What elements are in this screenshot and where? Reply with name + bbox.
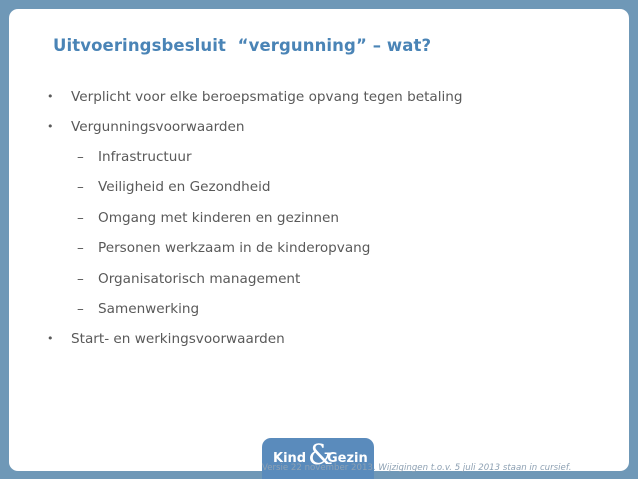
sub-bullet-text: Organisatorisch management <box>98 271 301 287</box>
sub-bullet-marker: – <box>77 210 84 226</box>
sub-bullet-item <box>77 148 192 166</box>
sub-bullet-marker: – <box>77 301 84 317</box>
footer-version: Versie 22 november 2013. <box>262 463 376 473</box>
sub-bullet-text: Omgang met kinderen en gezinnen <box>98 210 339 226</box>
sub-bullet-item <box>77 209 339 227</box>
sub-bullet-item <box>77 239 371 257</box>
bullet-text: Start- en werkingsvoorwaarden <box>71 331 285 347</box>
footer-changes-note: Wijzigingen t.o.v. 5 juli 2013 staan in cursief. <box>378 463 572 473</box>
bullet-marker: • <box>47 120 54 133</box>
bullet-item <box>47 330 285 348</box>
sub-bullet-marker: – <box>77 240 84 256</box>
bullet-item <box>47 118 245 136</box>
bullet-item <box>47 88 463 106</box>
sub-bullet-text: Veiligheid en Gezondheid <box>98 179 271 195</box>
bullet-text: Verplicht voor elke beroepsmatige opvang tegen betaling <box>71 89 463 105</box>
sub-bullet-marker: – <box>77 271 84 287</box>
sub-bullet-item <box>77 178 271 196</box>
sub-bullet-item <box>77 300 200 318</box>
sub-bullet-marker: – <box>77 179 84 195</box>
logo-ampersand: & <box>308 438 333 471</box>
slide-title: Uitvoeringsbesluit “vergunning” – wat? <box>53 36 432 55</box>
bullet-marker: • <box>47 332 54 345</box>
bullet-marker: • <box>47 90 54 103</box>
sub-bullet-text: Samenwerking <box>98 301 200 317</box>
sub-bullet-text: Infrastructuur <box>98 149 192 165</box>
sub-bullet-text: Personen werkzaam in de kinderopvang <box>98 240 371 256</box>
logo-word-gezin: Gezin <box>327 451 368 466</box>
version-footer <box>262 463 571 473</box>
sub-bullet-item <box>77 270 301 288</box>
logo-word-kind: Kind <box>273 451 307 466</box>
bullet-text: Vergunningsvoorwaarden <box>71 119 245 135</box>
sub-bullet-marker: – <box>77 149 84 165</box>
